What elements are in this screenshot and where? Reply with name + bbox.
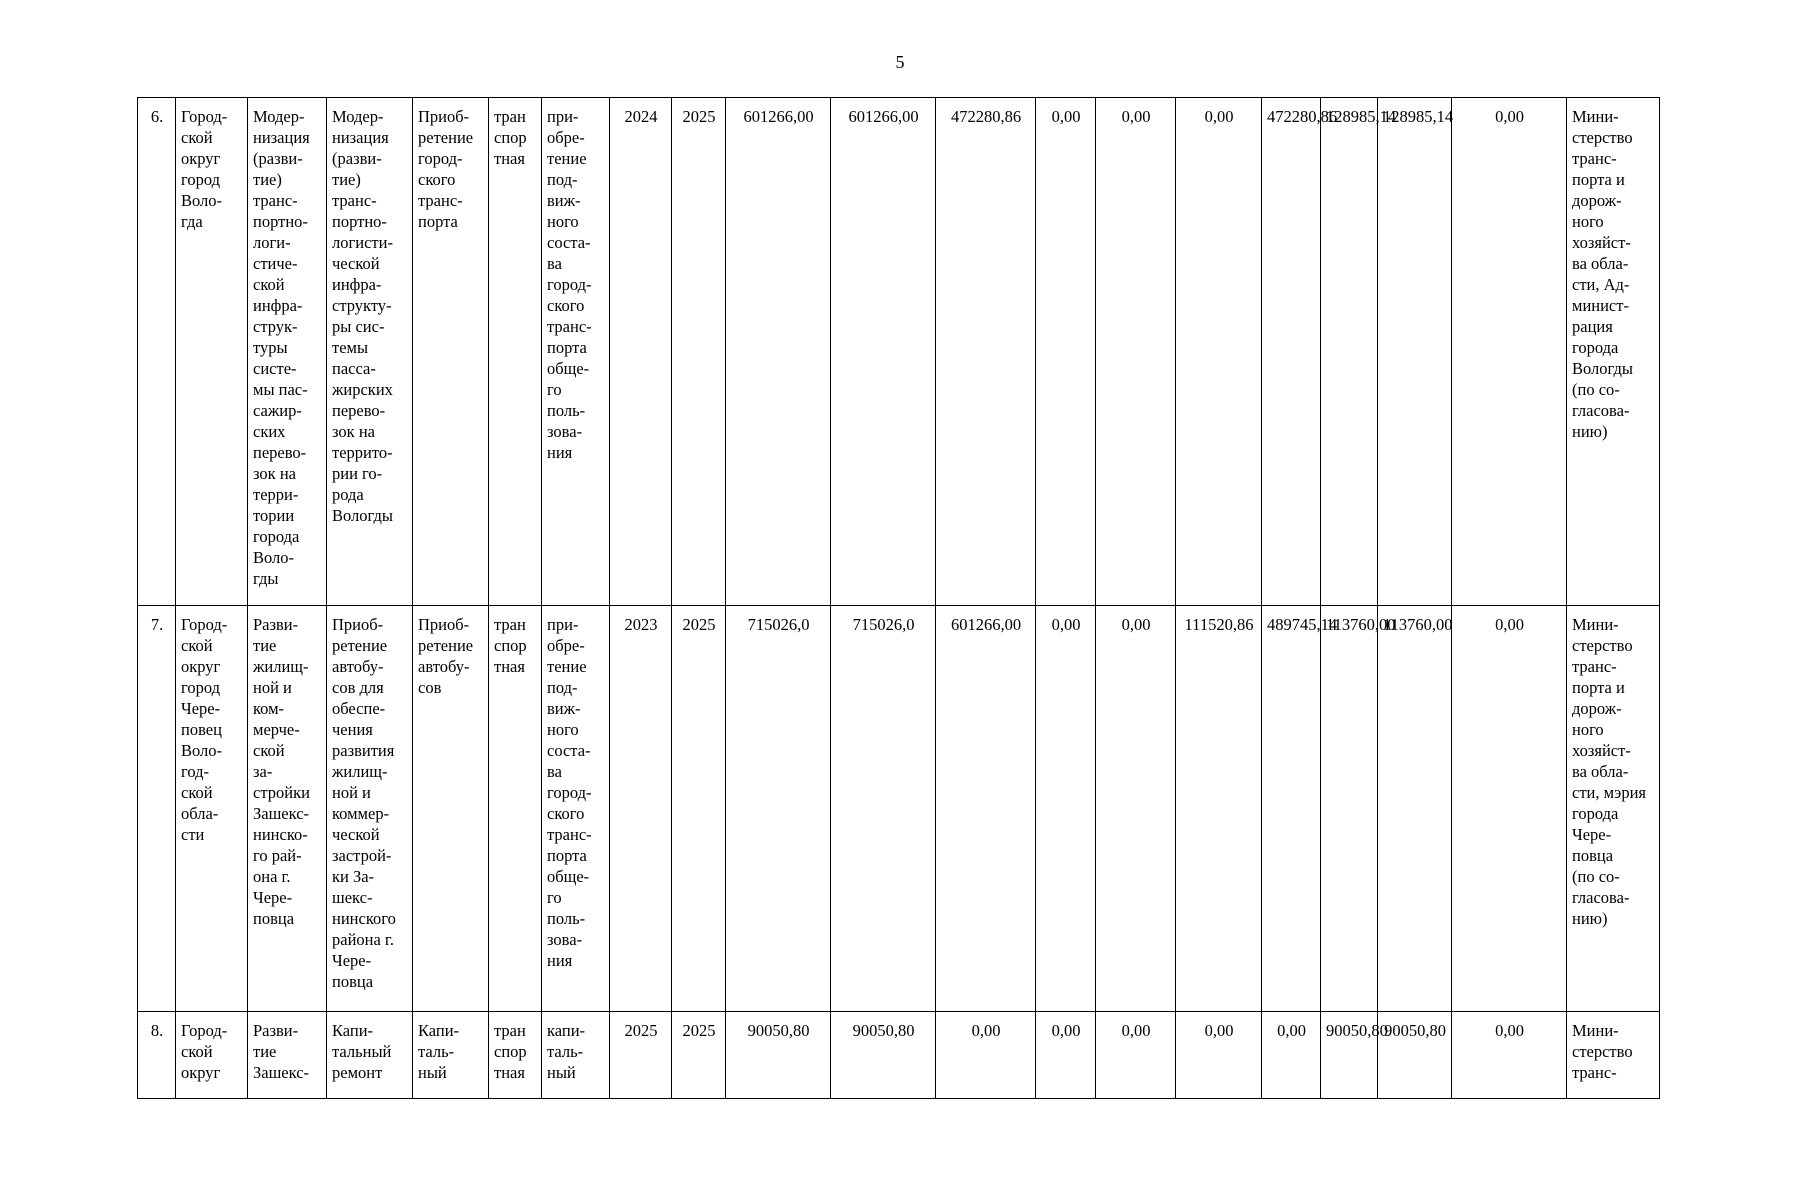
responsible-cell: Мини- стерство транс- порта и дорож- ного хозяйст- ва обла- сти, мэрия города Чере- повца (по со- гласова- нию) — [1567, 606, 1660, 1012]
work-type-cell: капи- таль- ный — [542, 1012, 610, 1099]
value-cell: 0,00 — [1096, 98, 1176, 606]
value-cell: 0,00 — [1262, 1012, 1321, 1099]
value-cell: 0,00 — [1036, 98, 1096, 606]
project-cell: Разви- тие Зашекс- — [248, 1012, 327, 1099]
value-cell: 601266,00 — [936, 606, 1036, 1012]
value-cell: 0,00 — [936, 1012, 1036, 1099]
value-cell: 128985,14 — [1321, 98, 1378, 606]
project-cell: Разви- тие жилищ- ной и ком- мерче- ской за- стройки Зашекс- нинско- го рай- она г. Чере- повца — [248, 606, 327, 1012]
value-cell: 601266,00 — [831, 98, 936, 606]
value-cell: 0,00 — [1452, 1012, 1567, 1099]
row-number: 6. — [138, 98, 176, 606]
row-number: 8. — [138, 1012, 176, 1099]
page-number: 5 — [895, 52, 905, 72]
purpose-cell: Капи- таль- ный — [413, 1012, 489, 1099]
value-cell: 0,00 — [1176, 98, 1262, 606]
value-cell: 111520,86 — [1176, 606, 1262, 1012]
row-number: 7. — [138, 606, 176, 1012]
value-cell: 128985,14 — [1378, 98, 1452, 606]
table-row — [138, 98, 1660, 606]
project-cell: Модер- низация (разви- тие) транс- портно- логи- стиче- ской инфра- струк- туры систе- мы пас- сажир- ских перево- зок на терри- тории города Воло- гды — [248, 98, 327, 606]
value-cell: 0,00 — [1096, 1012, 1176, 1099]
sector-cell: тран спор тная — [489, 1012, 542, 1099]
year-end-cell: 2025 — [672, 1012, 726, 1099]
value-cell: 0,00 — [1452, 606, 1567, 1012]
purpose-cell: Приоб- ретение город- ского транс- порта — [413, 98, 489, 606]
responsible-cell: Мини- стерство транс- порта и дорож- ного хозяйст- ва обла- сти, Ад- минист- рация города Вологды (по со- гласова- нию) — [1567, 98, 1660, 606]
value-cell: 0,00 — [1452, 98, 1567, 606]
year-start-cell: 2025 — [610, 1012, 672, 1099]
value-cell: 90050,80 — [1378, 1012, 1452, 1099]
municipality-cell: Город- ской округ город Воло- гда — [176, 98, 248, 606]
value-cell: 0,00 — [1176, 1012, 1262, 1099]
value-cell: 90050,80 — [1321, 1012, 1378, 1099]
work-type-cell: при- обре- тение под- виж- ного соста- ва город- ского транс- порта обще- го поль- зова- ния — [542, 98, 610, 606]
year-end-cell: 2025 — [672, 98, 726, 606]
value-cell: 0,00 — [1096, 606, 1176, 1012]
table-row — [138, 1012, 1660, 1099]
value-cell: 601266,00 — [726, 98, 831, 606]
year-end-cell: 2025 — [672, 606, 726, 1012]
object-cell: Капи- тальный ремонт — [327, 1012, 413, 1099]
object-cell: Приоб- ретение автобу- сов для обеспе- чения развития жилищ- ной и коммер- ческой застрой- ки За- шекс- нинского района г. Чере- повца — [327, 606, 413, 1012]
investment-table — [137, 97, 1660, 1099]
value-cell: 90050,80 — [831, 1012, 936, 1099]
municipality-cell: Город- ской округ — [176, 1012, 248, 1099]
responsible-cell: Мини- стерство транс- — [1567, 1012, 1660, 1099]
value-cell: 715026,0 — [831, 606, 936, 1012]
value-cell: 472280,86 — [1262, 98, 1321, 606]
value-cell: 90050,80 — [726, 1012, 831, 1099]
object-cell: Модер- низация (разви- тие) транс- портно- логисти- ческой инфра- структу- ры сис- темы пасса- жирских перево- зок на террито- рии го- рода Вологды — [327, 98, 413, 606]
municipality-cell: Город- ской округ город Чере- повец Воло- год- ской обла- сти — [176, 606, 248, 1012]
value-cell: 113760,00 — [1378, 606, 1452, 1012]
sector-cell: тран спор тная — [489, 606, 542, 1012]
value-cell: 472280,86 — [936, 98, 1036, 606]
value-cell: 0,00 — [1036, 606, 1096, 1012]
value-cell: 715026,0 — [726, 606, 831, 1012]
value-cell: 113760,00 — [1321, 606, 1378, 1012]
value-cell: 0,00 — [1036, 1012, 1096, 1099]
purpose-cell: Приоб- ретение автобу- сов — [413, 606, 489, 1012]
year-start-cell: 2024 — [610, 98, 672, 606]
sector-cell: тран спор тная — [489, 98, 542, 606]
value-cell: 489745,14 — [1262, 606, 1321, 1012]
table-row — [138, 606, 1660, 1012]
work-type-cell: при- обре- тение под- виж- ного соста- ва город- ского транс- порта обще- го поль- зова- ния — [542, 606, 610, 1012]
year-start-cell: 2023 — [610, 606, 672, 1012]
